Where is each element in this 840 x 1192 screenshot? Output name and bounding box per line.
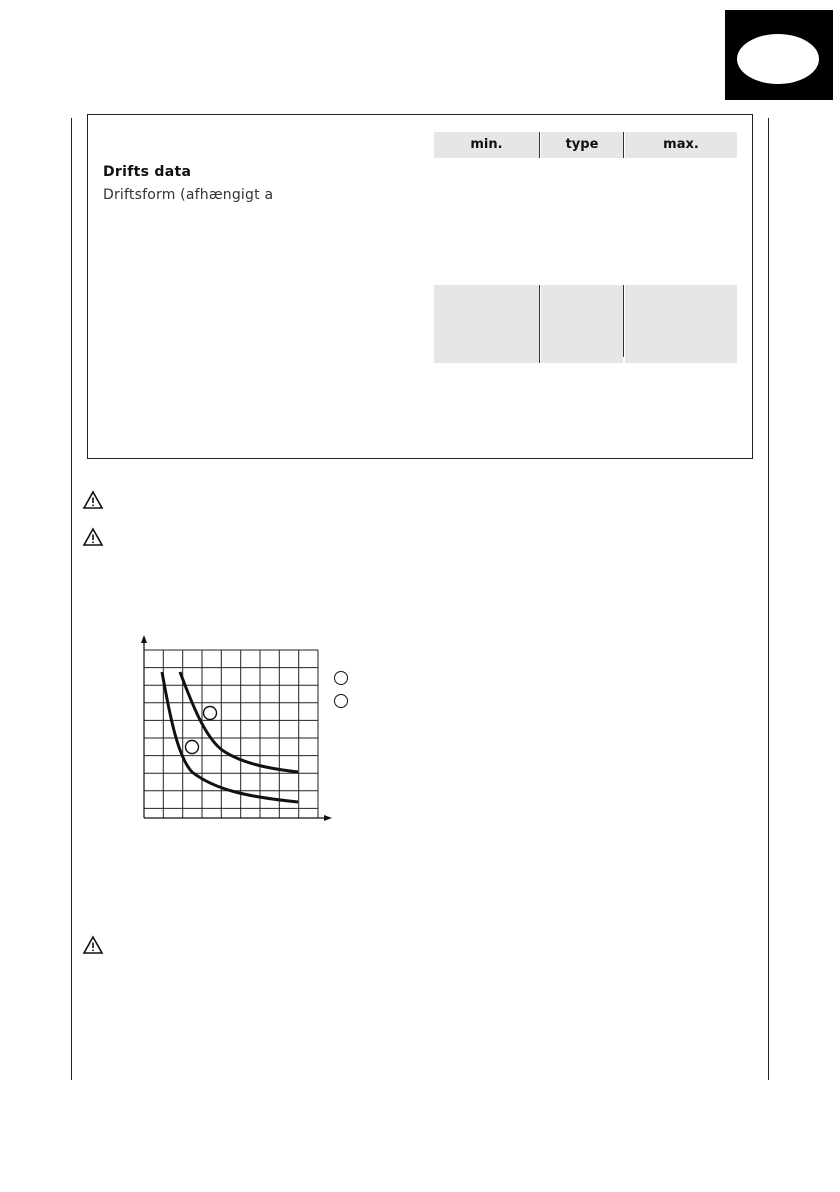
characteristic-curve-diagram [130,632,350,832]
curve-marker-upper [204,707,217,720]
column-divider [539,132,540,158]
warning-triangle-icon [82,527,104,547]
page-rule-right [768,118,769,1080]
column-header-type: type [541,132,623,158]
value-cell-type [541,285,623,363]
value-cell-min [434,285,539,363]
column-header-min: min. [434,132,539,158]
warning-triangle-icon [82,490,104,510]
curve-upper [180,672,298,772]
curve-marker-lower [186,741,199,754]
legend-marker-1 [334,671,348,685]
operating-mode-label: Driftsform (afhængigt a [103,187,274,203]
operating-data-box [87,114,753,459]
column-divider [623,132,624,158]
column-divider [623,285,624,357]
section-title: Drifts data [103,164,192,180]
warning-triangle-icon [82,935,104,955]
column-header-max: max. [625,132,737,158]
oval-badge-icon [737,34,819,84]
language-tab [725,10,833,100]
column-divider [539,285,540,363]
page-rule-left [71,118,72,1080]
legend-marker-2 [334,694,348,708]
value-cell-max [625,285,737,363]
